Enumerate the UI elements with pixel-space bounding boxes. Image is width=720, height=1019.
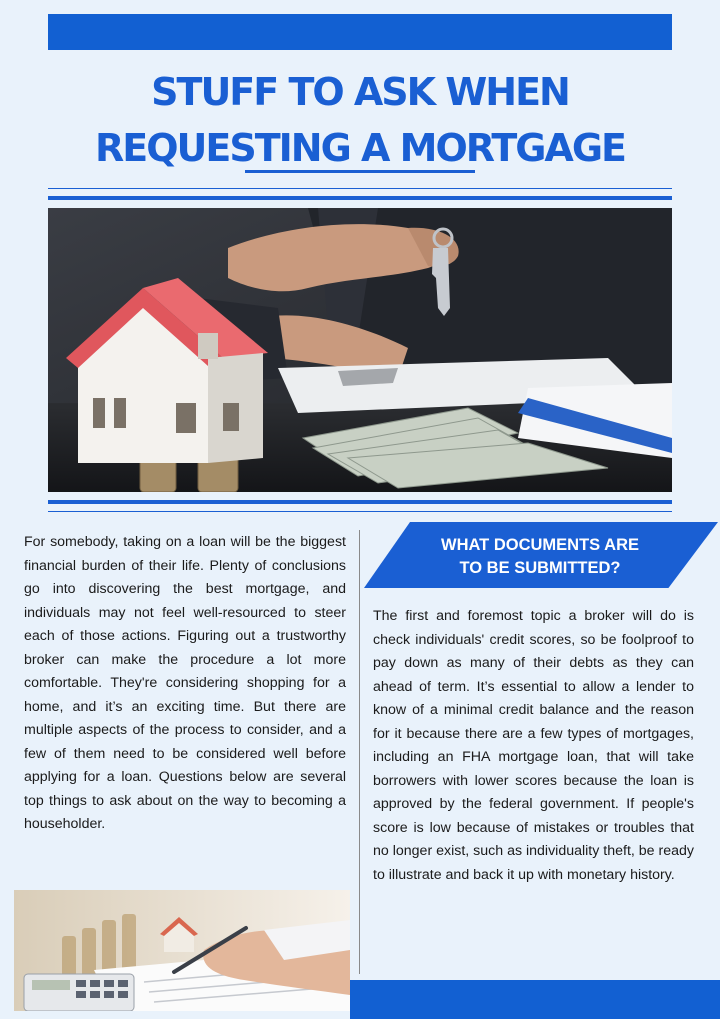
- rule-thin-top: [48, 188, 672, 189]
- title-line-1: STUFF TO ASK WHEN: [151, 70, 569, 114]
- section-heading-line-1: WHAT DOCUMENTS ARE: [441, 536, 639, 554]
- rule-thin-bottom: [48, 511, 672, 512]
- section-body: The first and foremost topic a broker will do is check individuals' credit scores, so be foolproof to pay down as many of their debts as they can ahead of term. It’s essential to allow a lender to know of a minimal credit balance and the reason for it because there are a few types of mortgages, including an FHA mortgage loan, that will take borrowers with lower scores because the loan is approved by the federal government. If people's score is low because of mistakes or troubles that no longer exist, such as individuality theft, be ready to illustrate and back it up with monetary history.: [373, 608, 694, 883]
- paperwork-image: [14, 890, 350, 1011]
- bottom-accent-bar: [350, 980, 720, 1019]
- section-heading-line-2: TO BE SUBMITTED?: [459, 559, 621, 577]
- rule-thick-bottom: [48, 500, 672, 504]
- title-line-2: REQUESTING A MORTGAGE: [95, 126, 625, 170]
- top-accent-bar: [48, 14, 672, 50]
- page-title: [0, 64, 720, 176]
- column-divider: [359, 530, 360, 974]
- title-underline: [245, 170, 475, 173]
- section-heading: [398, 534, 682, 580]
- intro-paragraph: For somebody, taking on a loan will be the biggest financial burden of their life. Plenty of conclusions go into discovering the best mortgage, and individuals may not feel well-resourced to steer each of those actions. Figuring out a trustworthy broker can make the procedure a lot more comfortable. They're considering shopping for a home, and it’s an exciting time. But there are multiple aspects of the process to consider, and a few of them need to be considered well before applying for a loan. Questions below are several top things to ask about on the way to becoming a householder.: [24, 534, 346, 832]
- rule-thick-top: [48, 196, 672, 200]
- hero-image: [48, 208, 672, 492]
